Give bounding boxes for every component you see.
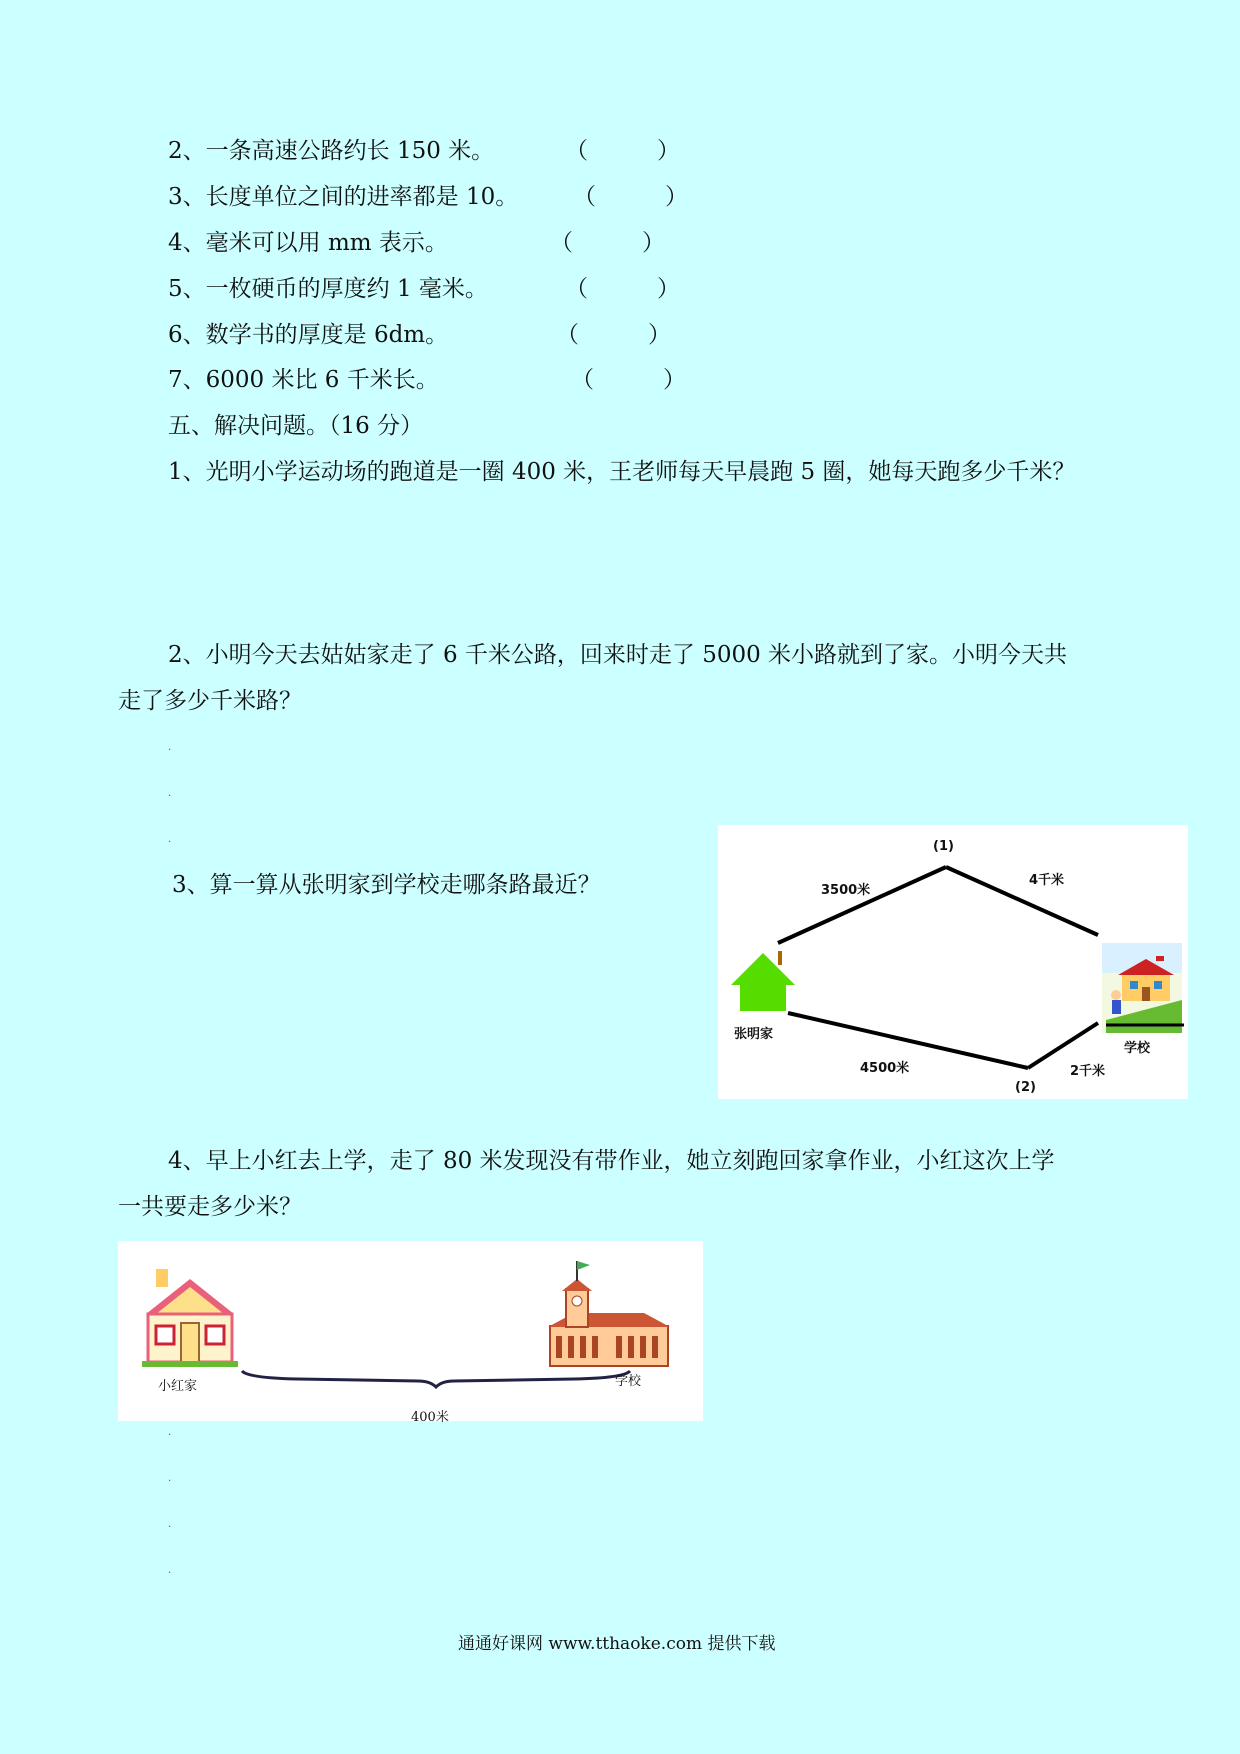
problem-2-line1: 2、小明今天去姑姑家走了 6 千米公路，回来时走了 5000 米小路就到了家。小明今天共	[168, 642, 1068, 668]
school-building-icon	[548, 1261, 670, 1366]
route-diagram	[718, 825, 1188, 1099]
problem-4-line2: 一共要走多少米？	[118, 1194, 302, 1220]
dot-mark: .	[168, 1473, 172, 1484]
answer-paren-2[interactable]: （ ）	[565, 138, 680, 164]
distance-400m: 400米	[411, 1410, 449, 1425]
distance-4km: 4千米	[1029, 873, 1065, 888]
dot-mark: .	[168, 834, 172, 845]
problem-2-line2: 走了多少千米路？	[118, 688, 302, 714]
school-picture-icon	[1102, 943, 1184, 1033]
judgement-item-3: 3、长度单位之间的进率都是 10。	[168, 184, 519, 210]
judgement-item-2: 2、一条高速公路约长 150 米。	[168, 138, 495, 164]
problem-3: 3、算一算从张明家到学校走哪条路最近？	[172, 872, 601, 898]
answer-paren-3[interactable]: （ ）	[573, 184, 688, 210]
route-1-segment-b	[946, 867, 1098, 935]
dot-mark: .	[168, 742, 172, 753]
answer-paren-7[interactable]: （ ）	[571, 367, 686, 393]
home-house-icon	[731, 951, 795, 1011]
answer-paren-6[interactable]: （ ）	[556, 322, 671, 348]
home-label: 小红家	[158, 1379, 198, 1394]
dot-mark: .	[168, 1565, 172, 1576]
home-house-icon	[142, 1269, 238, 1367]
home-label: 张明家	[734, 1027, 774, 1042]
dot-mark: .	[168, 788, 172, 799]
page-footer: 通通好课网 www.tthaoke.com 提供下载	[458, 1634, 776, 1654]
judgement-item-4: 4、毫米可以用 mm 表示。	[168, 230, 448, 256]
home-school-diagram	[118, 1241, 703, 1425]
dot-mark: .	[168, 1519, 172, 1530]
distance-3500m: 3500米	[821, 883, 871, 898]
route-1-label: (1)	[933, 839, 954, 854]
route-2-label: (2)	[1015, 1080, 1036, 1095]
answer-paren-4[interactable]: （ ）	[550, 230, 665, 256]
school-label: 学校	[615, 1374, 642, 1389]
school-label: 学校	[1124, 1041, 1151, 1056]
section-heading: 五、解决问题。（16 分）	[168, 413, 424, 439]
dot-mark: .	[168, 1427, 172, 1438]
judgement-item-6: 6、数学书的厚度是 6dm。	[168, 322, 449, 348]
judgement-item-7: 7、6000 米比 6 千米长。	[168, 367, 439, 393]
distance-4500m: 4500米	[860, 1061, 910, 1076]
problem-1: 1、光明小学运动场的跑道是一圈 400 米，王老师每天早晨跑 5 圈，她每天跑多少千米？	[168, 459, 1076, 485]
answer-paren-5[interactable]: （ ）	[565, 276, 680, 302]
judgement-item-5: 5、一枚硬币的厚度约 1 毫米。	[168, 276, 488, 302]
problem-4-line1: 4、早上小红去上学，走了 80 米发现没有带作业，她立刻跑回家拿作业，小红这次上学	[168, 1148, 1055, 1174]
distance-2km: 2千米	[1070, 1064, 1106, 1079]
distance-brace	[242, 1371, 630, 1387]
